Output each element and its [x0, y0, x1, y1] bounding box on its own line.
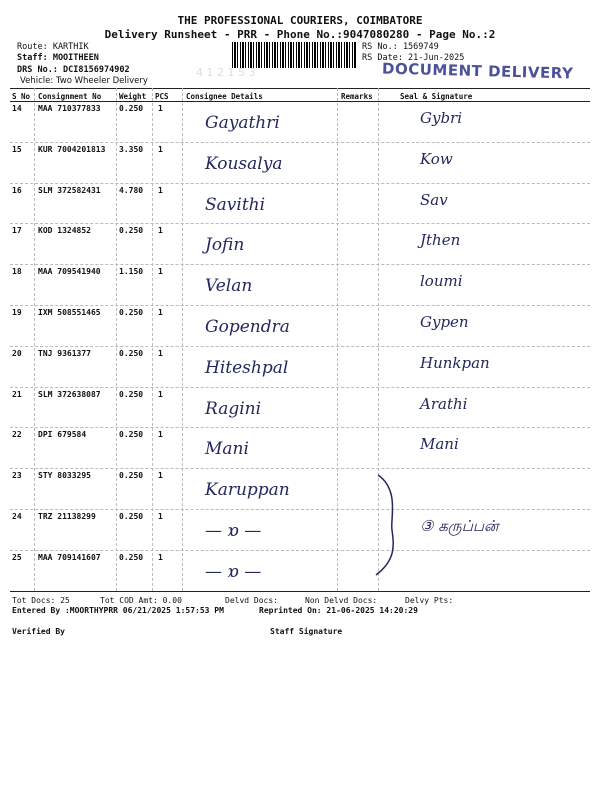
row-consignment-no: DPI 679584 — [38, 430, 87, 440]
col-divider — [337, 88, 338, 591]
row-sno: 22 — [12, 430, 22, 440]
row-signature: Arathi — [420, 394, 468, 413]
row-divider — [10, 550, 590, 551]
row-weight: 0.250 — [119, 430, 144, 440]
col-header-remarks: Remarks — [341, 92, 373, 101]
col-divider — [182, 88, 183, 591]
row-divider — [10, 468, 590, 469]
row-pcs: 1 — [158, 185, 163, 195]
col-header-consignment: Consignment No — [38, 92, 102, 101]
col-header-sno: S No — [12, 92, 31, 101]
row-sno: 14 — [12, 104, 22, 113]
col-header-pcs: PCS — [155, 92, 169, 101]
row-consignment-no: KOD 1324852 — [38, 226, 91, 236]
row-consignment-no: STY 8033295 — [38, 471, 91, 481]
row-consignment-no: KUR 7004201813 — [38, 144, 106, 154]
row-sno: 25 — [12, 552, 22, 562]
row-weight: 0.250 — [119, 552, 144, 562]
row-divider — [10, 387, 590, 388]
row-consignee-name: Karuppan — [205, 480, 290, 501]
delivery-points: Delvy Pts: — [405, 596, 454, 605]
row-sno: 16 — [12, 185, 22, 195]
row-signature: ③ கருப்பன் — [420, 517, 499, 535]
row-pcs: 1 — [158, 348, 163, 358]
row-sno: 19 — [12, 308, 22, 317]
row-weight: 0.250 — [119, 389, 144, 399]
row-consignee-name: Ragini — [205, 398, 262, 419]
row-consignment-no: MAA 710377833 — [38, 104, 101, 113]
row-weight: 0.250 — [119, 471, 144, 481]
row-pcs: 1 — [158, 104, 163, 113]
col-divider — [116, 88, 117, 591]
staff-signature-label: Staff Signature — [270, 627, 343, 636]
row-sno: 20 — [12, 348, 22, 358]
rs-date: RS Date: 21-Jun-2025 — [362, 53, 465, 63]
route-label: Route: KARTHIK — [17, 42, 89, 52]
row-sno: 17 — [12, 226, 22, 236]
delivered-docs: Delvd Docs: — [225, 596, 278, 605]
row-signature: Gypen — [420, 313, 469, 331]
row-signature: Sav — [420, 190, 448, 209]
col-divider — [34, 88, 35, 591]
col-header-weight: Weight — [119, 92, 147, 101]
row-consignee-name: Gopendra — [205, 317, 290, 337]
row-signature: loumi — [420, 272, 463, 291]
row-divider — [10, 346, 590, 347]
table-top-border — [10, 88, 590, 89]
row-divider — [10, 264, 590, 265]
rs-number: RS No.: 1569749 — [362, 42, 439, 52]
row-sno: 24 — [12, 512, 22, 521]
row-weight: 1.150 — [119, 267, 144, 277]
verified-by-label: Verified By — [12, 627, 65, 636]
row-consignment-no: MAA 709541940 — [38, 267, 101, 277]
row-sno: 23 — [12, 471, 22, 481]
row-consignee-name: Gayathri — [205, 113, 280, 133]
row-divider — [10, 427, 590, 428]
row-pcs: 1 — [158, 389, 163, 399]
entered-by: Entered By :MOORTHYPRR 06/21/2025 1:57:53 PM — [12, 606, 224, 615]
company-title: THE PROFESSIONAL COURIERS, COIMBATORE — [177, 14, 423, 27]
row-consignee-name: Kousalya — [205, 153, 283, 174]
row-consignee-name: Jofin — [205, 235, 245, 256]
row-pcs: 1 — [158, 512, 163, 521]
row-pcs: 1 — [158, 144, 163, 154]
row-signature: Mani — [420, 435, 459, 454]
row-weight: 0.250 — [119, 226, 144, 236]
row-consignment-no: TNJ 9361377 — [38, 348, 91, 358]
row-consignee-name: — ɒ — — [205, 521, 262, 541]
col-header-consignee: Consignee Details — [186, 92, 263, 101]
reprinted-on: Reprinted On: 21-06-2025 14:20:29 — [259, 606, 418, 615]
row-divider — [10, 142, 590, 143]
row-consignment-no: IXM 508551465 — [38, 308, 101, 317]
row-consignee-name: Hiteshpal — [205, 357, 289, 378]
col-divider — [152, 88, 153, 591]
row-consignee-name: Velan — [205, 276, 253, 297]
row-weight: 0.250 — [119, 348, 144, 358]
staff-label: Staff: MOOITHEEN — [17, 53, 99, 63]
row-divider — [10, 305, 590, 306]
row-signature: Gybri — [420, 109, 463, 127]
vehicle-label: Vehicle: Two Wheeler Delivery — [20, 76, 148, 86]
col-header-signature: Seal & Signature — [400, 92, 473, 101]
row-signature: Kow — [420, 149, 453, 168]
row-weight: 0.250 — [119, 308, 144, 317]
row-divider — [10, 509, 590, 510]
row-weight: 4.780 — [119, 185, 144, 195]
row-pcs: 1 — [158, 226, 163, 236]
row-consignee-name: — ɒ — — [205, 561, 262, 582]
table-header-border — [10, 101, 590, 102]
barcode — [232, 42, 356, 68]
total-docs: Tot Docs: 25 — [12, 596, 70, 605]
drs-number: DRS No.: DCI8156974902 — [17, 65, 130, 75]
row-pcs: 1 — [158, 267, 163, 277]
row-consignee-name: Savithi — [205, 194, 266, 215]
row-weight: 0.250 — [119, 512, 144, 521]
row-divider — [10, 183, 590, 184]
total-cod-amount: Tot COD Amt: 0.00 — [100, 596, 182, 605]
document-delivery-stamp: DOCUMENT DELIVERY — [381, 59, 574, 83]
runsheet-subtitle: Delivery Runsheet - PRR - Phone No.:9047080280 - Page No.:2 — [104, 28, 496, 41]
row-pcs: 1 — [158, 552, 163, 562]
row-sno: 18 — [12, 267, 22, 277]
handwritten-bracket — [370, 470, 410, 580]
row-weight: 0.250 — [119, 104, 144, 113]
row-sno: 21 — [12, 389, 22, 399]
row-pcs: 1 — [158, 430, 163, 440]
non-delivered-docs: Non Delvd Docs: — [305, 596, 378, 605]
row-pcs: 1 — [158, 308, 163, 317]
row-signature: Jthen — [420, 231, 461, 250]
row-consignment-no: SLM 372638087 — [38, 389, 101, 399]
row-consignment-no: SLM 372582431 — [38, 185, 101, 195]
row-consignment-no: TRZ 21138299 — [38, 512, 96, 521]
row-pcs: 1 — [158, 471, 163, 481]
row-consignee-name: Mani — [205, 439, 249, 460]
table-bottom-border — [10, 591, 590, 592]
row-sno: 15 — [12, 144, 22, 154]
faint-mark: 4 1 2 1 5 3 — [196, 66, 256, 79]
row-weight: 3.350 — [119, 144, 144, 154]
row-divider — [10, 223, 590, 224]
row-signature: Hunkpan — [420, 353, 490, 372]
row-consignment-no: MAA 709141607 — [38, 552, 101, 562]
